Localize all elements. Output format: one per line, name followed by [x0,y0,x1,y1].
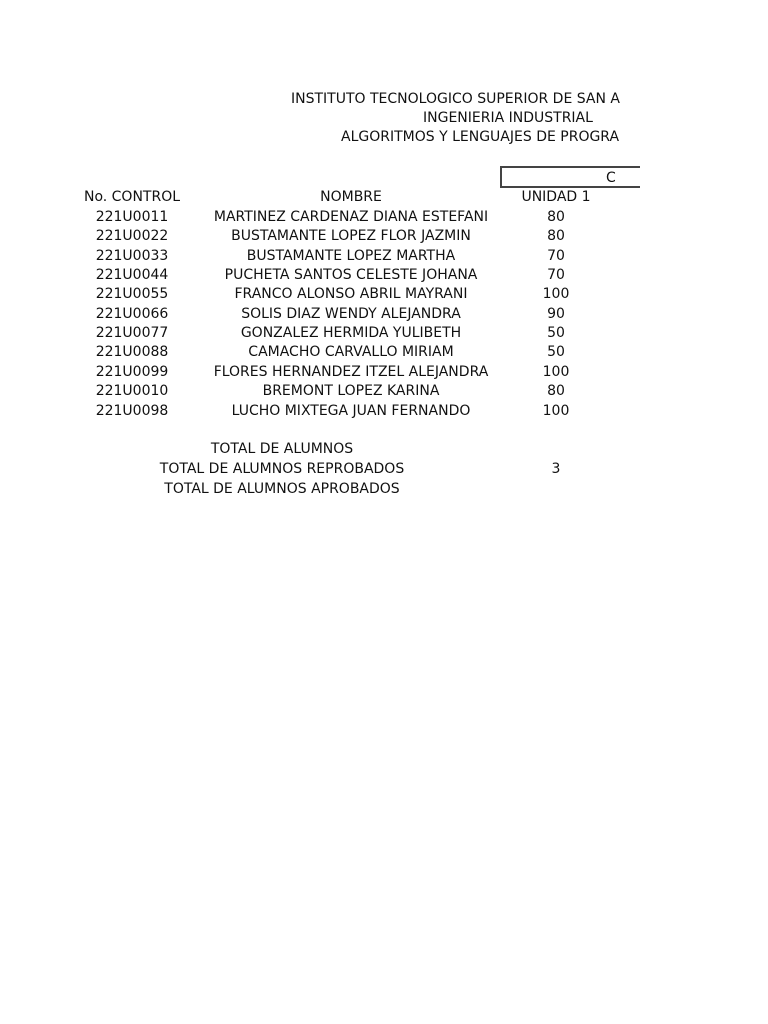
cell-name: BUSTAMANTE LOPEZ FLOR JAZMIN [231,228,471,244]
cell-name: FRANCO ALONSO ABRIL MAYRANI [234,286,468,302]
cell-control: 221U0044 [95,267,169,283]
cell-unit1: 100 [542,403,570,419]
grades-header-label: C [606,170,616,186]
cell-control: 221U0033 [95,248,169,264]
cell-unit1: 100 [542,364,570,380]
cell-control: 221U0010 [95,383,169,399]
cell-control: 221U0011 [95,209,169,225]
cell-unit1: 80 [547,209,565,225]
cell-name: BREMONT LOPEZ KARINA [262,383,440,399]
cell-unit1: 50 [547,344,565,360]
column-header-control: No. CONTROL [83,189,181,205]
cell-name: MARTINEZ CARDENAZ DIANA ESTEFANI [213,209,489,225]
subject-title: ALGORITMOS Y LENGUAJES DE PROGRA [341,129,620,145]
cell-unit1: 90 [547,306,565,322]
total-failed-label: TOTAL DE ALUMNOS REPROBADOS [159,461,405,477]
career-title: INGENIERIA INDUSTRIAL [423,110,593,126]
cell-unit1: 80 [547,228,565,244]
institute-title: INSTITUTO TECNOLOGICO SUPERIOR DE SAN A [291,91,620,107]
grades-header-box [500,166,640,188]
cell-control: 221U0098 [95,403,169,419]
cell-control: 221U0099 [95,364,169,380]
cell-name: FLORES HERNANDEZ ITZEL ALEJANDRA [213,364,489,380]
cell-name: CAMACHO CARVALLO MIRIAM [248,344,454,360]
cell-unit1: 70 [547,267,565,283]
cell-name: PUCHETA SANTOS CELESTE JOHANA [224,267,478,283]
total-students-label: TOTAL DE ALUMNOS [210,441,354,457]
cell-unit1: 100 [542,286,570,302]
cell-name: BUSTAMANTE LOPEZ MARTHA [246,248,456,264]
cell-control: 221U0077 [95,325,169,341]
cell-unit1: 80 [547,383,565,399]
total-failed-value: 3 [551,461,561,477]
cell-control: 221U0055 [95,286,169,302]
cell-control: 221U0022 [95,228,169,244]
cell-unit1: 70 [547,248,565,264]
total-passed-label: TOTAL DE ALUMNOS APROBADOS [164,481,400,497]
cell-control: 221U0088 [95,344,169,360]
cell-name: SOLIS DIAZ WENDY ALEJANDRA [241,306,461,322]
cell-control: 221U0066 [95,306,169,322]
cell-unit1: 50 [547,325,565,341]
column-header-unit1: UNIDAD 1 [521,189,591,205]
cell-name: GONZALEZ HERMIDA YULIBETH [240,325,462,341]
column-header-name: NOMBRE [320,189,382,205]
cell-name: LUCHO MIXTEGA JUAN FERNANDO [231,403,471,419]
